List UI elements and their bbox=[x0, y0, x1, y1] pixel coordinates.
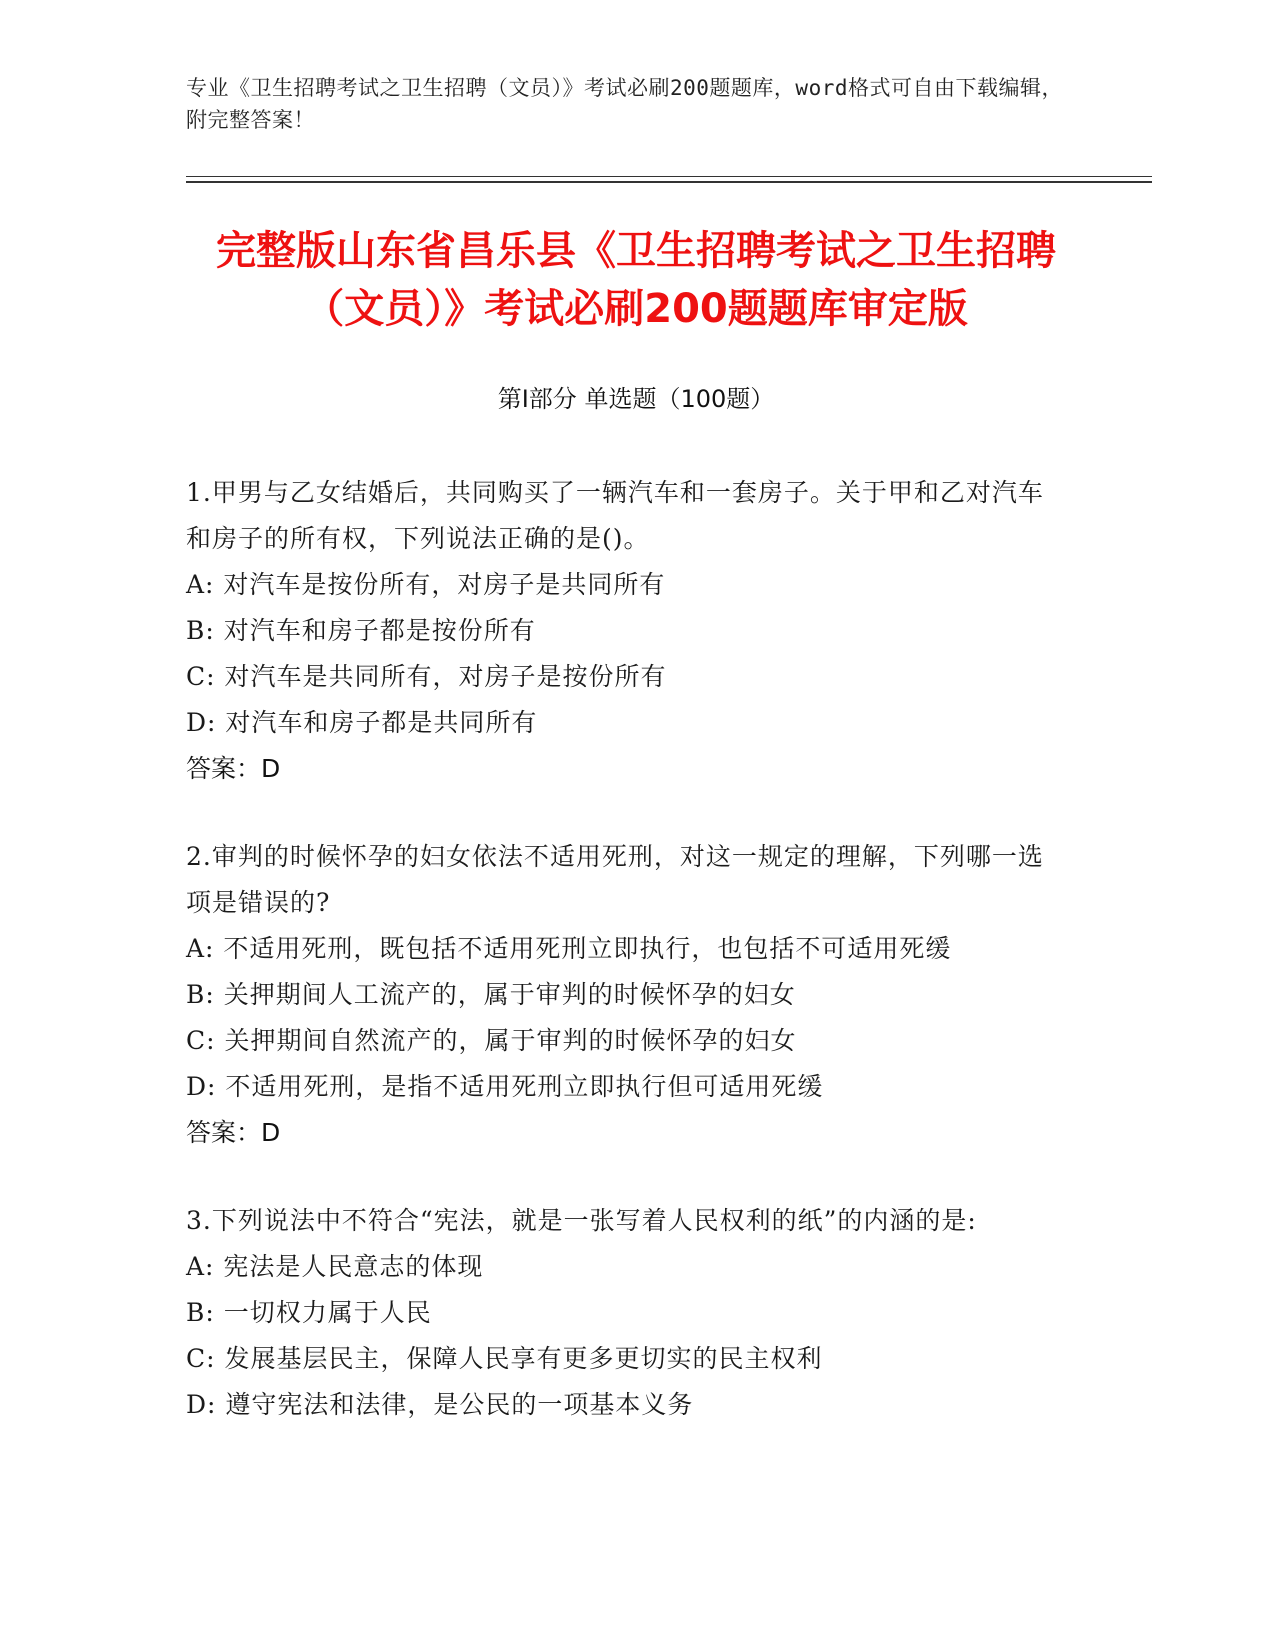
option-b: B: 关押期间人工流产的，属于审判的时候怀孕的妇女 bbox=[186, 980, 796, 1009]
header-note: 专业《卫生招聘考试之卫生招聘（文员）》考试必刷200题题库，word格式可自由下载编辑，附完整答案！ bbox=[186, 76, 1063, 132]
option-a: A: 不适用死刑，既包括不适用死刑立即执行，也包括不可适用死缓 bbox=[186, 934, 952, 963]
question-item bbox=[186, 834, 1066, 1156]
section-heading: 第Ⅰ部分 单选题（100题） bbox=[497, 385, 775, 413]
question-item bbox=[186, 1198, 1066, 1428]
question-stem: 2.审判的时候怀孕的妇女依法不适用死刑，对这一规定的理解，下列哪一选项是错误的? bbox=[186, 842, 1044, 917]
option-b: B: 一切权力属于人民 bbox=[186, 1298, 432, 1327]
option-d: D: 遵守宪法和法律，是公民的一项基本义务 bbox=[186, 1390, 694, 1419]
option-d: D: 不适用死刑，是指不适用死刑立即执行但可适用死缓 bbox=[186, 1072, 824, 1101]
option-c: C: 发展基层民主，保障人民享有更多更切实的民主权利 bbox=[186, 1344, 823, 1373]
option-a: A: 宪法是人民意志的体现 bbox=[186, 1252, 484, 1281]
option-d: D: 对汽车和房子都是共同所有 bbox=[186, 708, 538, 737]
header-divider-top bbox=[186, 176, 1152, 177]
header-divider-bottom bbox=[186, 181, 1152, 183]
option-c: C: 对汽车是共同所有，对房子是按份所有 bbox=[186, 662, 667, 691]
answer-label: 答案：D bbox=[186, 754, 281, 783]
document-title: 完整版山东省昌乐县《卫生招聘考试之卫生招聘（文员）》考试必刷200题题库审定版 bbox=[216, 228, 1056, 332]
question-list bbox=[186, 470, 1066, 1470]
question-item bbox=[186, 470, 1066, 792]
question-stem: 3.下列说法中不符合“宪法，就是一张写着人民权利的纸”的内涵的是: bbox=[186, 1206, 977, 1235]
option-a: A: 对汽车是按份所有，对房子是共同所有 bbox=[186, 570, 666, 599]
question-stem: 1.甲男与乙女结婚后，共同购买了一辆汽车和一套房子。关于甲和乙对汽车和房子的所有权，下列说法正确的是()。 bbox=[186, 478, 1044, 553]
option-c: C: 关押期间自然流产的，属于审判的时候怀孕的妇女 bbox=[186, 1026, 797, 1055]
answer-label: 答案：D bbox=[186, 1118, 281, 1147]
option-b: B: 对汽车和房子都是按份所有 bbox=[186, 616, 536, 645]
